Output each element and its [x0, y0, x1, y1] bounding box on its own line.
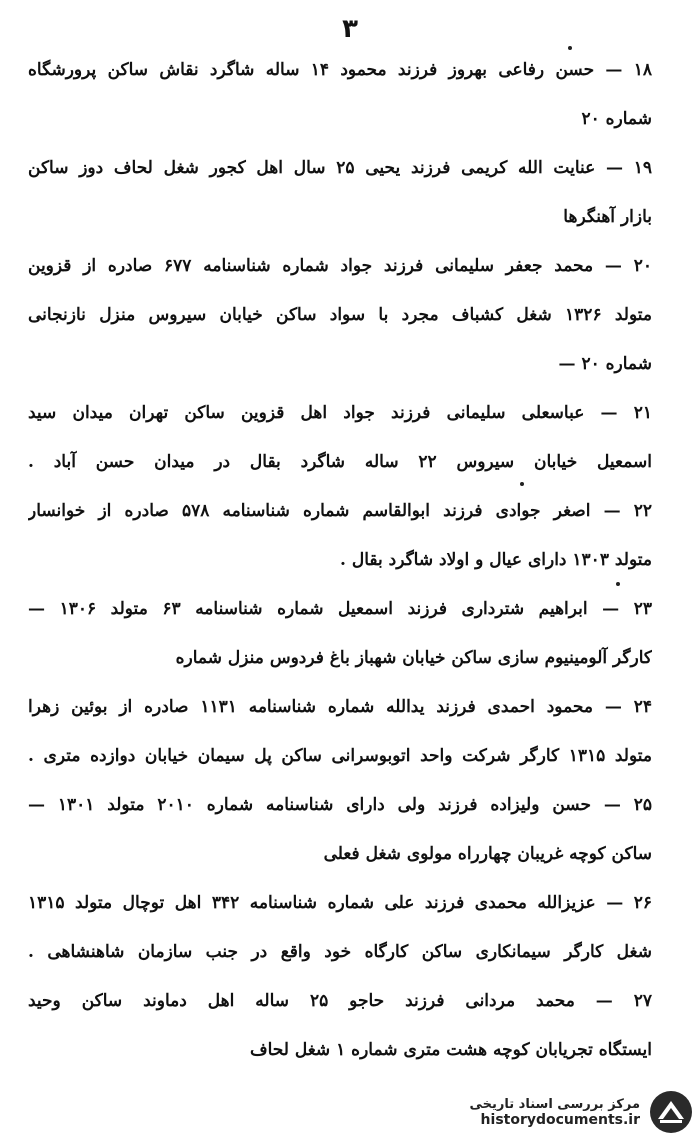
watermark-text: [470, 1097, 641, 1128]
text-line: ۱۹ — عنایت الله کریمی فرزند یحیی ۲۵ سال اهل کجور شغل لحاف دوز ساکن: [28, 158, 652, 178]
ink-speck: [568, 46, 572, 50]
text-line: متولد ۱۳۲۶ شغل کشباف مجرد با سواد ساکن خیابان سیروس منزل نازنجانی: [28, 305, 652, 325]
text-line: ۲۲ — اصغر جوادی فرزند ابوالقاسم شماره شناسنامه ۵۷۸ صادره از خوانسار: [28, 501, 652, 521]
text-line: ۱۸ — حسن رفاعی بهروز فرزند محمود ۱۴ ساله شاگرد نقاش ساکن پرورشگاه: [28, 60, 652, 80]
text-line: ۲۴ — محمود احمدی فرزند یدالله شماره شناسنامه ۱۱۳۱ صادره از بوئین زهرا: [28, 697, 652, 717]
text-line: شماره ۲۰: [581, 109, 652, 129]
text-line: شماره ۲۰ —: [558, 354, 652, 374]
watermark-url: historydocuments.ir: [480, 1111, 640, 1128]
text-line: ۲۵ — حسن ولیزاده فرزند ولی دارای شناسنامه شماره ۲۰۱۰ متولد ۱۳۰۱ —: [28, 795, 652, 815]
text-line: ۲۳ — ابراهیم شترداری فرزند اسمعیل شماره شناسنامه ۶۳ متولد ۱۳۰۶ —: [28, 599, 652, 619]
text-line: شغل کارگر سیمانکاری ساکن کارگاه خود واقع در جنب سازمان شاهنشاهی .: [28, 942, 652, 962]
text-line: بازار آهنگرها: [563, 207, 652, 227]
text-line: اسمعیل خیابان سیروس ۲۲ ساله شاگرد بقال در میدان حسن آباد .: [28, 452, 652, 472]
text-line: متولد ۱۳۱۵ کارگر شرکت واحد اتوبوسرانی ساکن پل سیمان خیابان دوازده متری .: [28, 746, 652, 766]
text-line: کارگر آلومینیوم سازی ساکن خیابان شهباز باغ فردوس منزل شماره: [175, 648, 652, 668]
archive-logo-icon: [648, 1089, 694, 1135]
watermark: [408, 1088, 694, 1136]
text-line: ۲۶ — عزیزالله محمدی فرزند علی شماره شناسنامه ۳۴۲ اهل توچال متولد ۱۳۱۵: [28, 893, 652, 913]
text-line: ۲۰ — محمد جعفر سلیمانی فرزند جواد شماره شناسنامه ۶۷۷ صادره از قزوین: [28, 256, 652, 276]
watermark-org-name: مرکز بررسی اسناد تاریخی: [469, 1096, 640, 1112]
text-line: ۲۷ — محمد مردانی فرزند حاجو ۲۵ ساله اهل دماوند ساکن وحید: [28, 991, 652, 1011]
text-line: ایستگاه تجریابان کوچه هشت متری شماره ۱ شغل لحاف: [249, 1040, 652, 1060]
text-line: متولد ۱۳۰۳ دارای عیال و اولاد شاگرد بقال .: [340, 550, 652, 570]
page-number: ۳: [342, 14, 358, 44]
text-line: ساکن کوچه غریبان چهارراه مولوی شغل فعلی: [323, 844, 652, 864]
document-body: [28, 58, 652, 1087]
text-line: ۲۱ — عباسعلی سلیمانی فرزند جواد اهل قزوین ساکن تهران میدان سید: [28, 403, 652, 423]
